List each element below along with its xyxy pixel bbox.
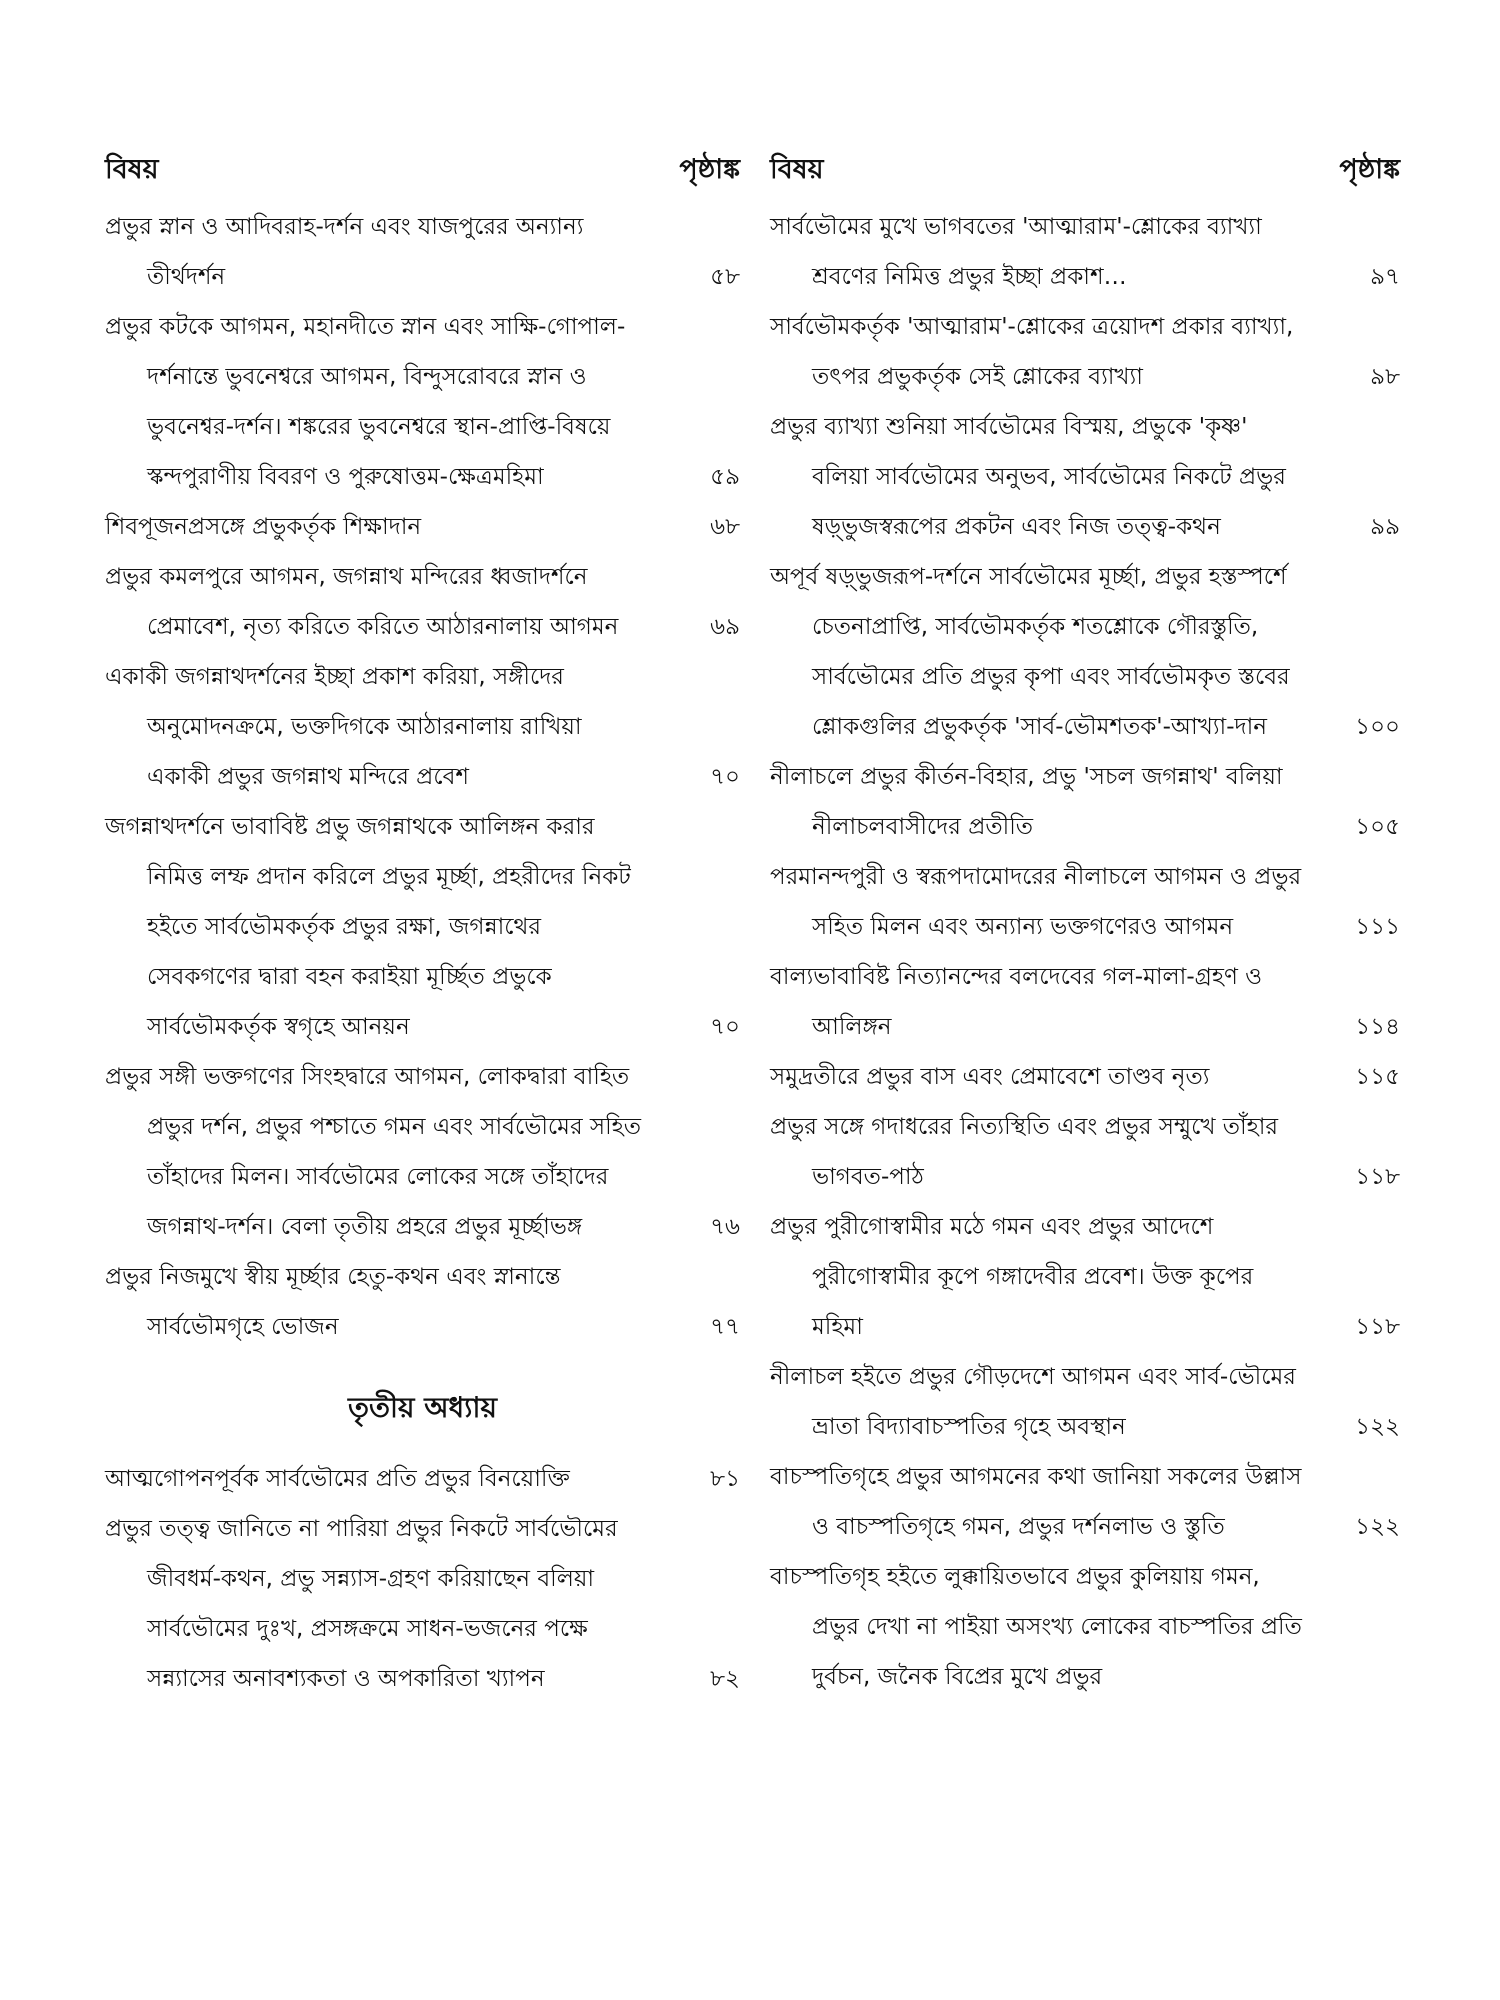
entry-page-number: ৮১	[710, 1466, 740, 1492]
toc-entry	[105, 1052, 740, 1252]
entry-text: বাচস্পতিগৃহে প্রভুর আগমনের কথা জানিয়া সকলের উল্লাস ও বাচস্পতিগৃহে গমন, প্রভুর দর্শনলাভ ও স্তুতি	[770, 1464, 1302, 1540]
toc-entry	[105, 502, 740, 552]
entry-text: আত্মগোপনপূর্বক সার্বভৌমের প্রতি প্রভুর বিনয়োক্তি	[105, 1466, 570, 1492]
entry-page-number: ১০০	[1355, 714, 1400, 740]
toc-entry	[770, 202, 1400, 302]
entry-text: একাকী জগন্নাথদর্শনের ইচ্ছা প্রকাশ করিয়া, সঙ্গীদের অনুমোদনক্রমে, ভক্তদিগকে আঠারনালায় রাখিয়া একাকী প্রভুর জগন্নাথ মন্দিরে প্রবেশ	[105, 664, 582, 790]
toc-list	[770, 202, 1400, 1702]
column-header	[770, 150, 1400, 190]
toc-entry	[770, 852, 1400, 952]
entry-text: শিবপূজনপ্রসঙ্গে প্রভুকর্তৃক শিক্ষাদান	[105, 514, 422, 540]
entry-text: অপূর্ব ষড়্‌ভুজরূপ-দর্শনে সার্বভৌমের মূর্চ্ছা, প্রভুর হস্তস্পর্শে চেতনাপ্রাপ্তি, সার্বভৌমকর্তৃক শতশ্লোকে গৌরস্তুতি, সার্বভৌমের প্রতি প্রভুর কৃপা এবং সার্বভৌমকৃত স্তবের শ্লোকগুলির প্রভুকর্তৃক 'সার্ব-ভৌমশতক'-আখ্যা-দান	[770, 564, 1290, 740]
entry-page-number: ৭০	[710, 1014, 740, 1040]
entry-page-number: ১০৫	[1355, 814, 1400, 840]
toc-entry	[770, 1052, 1400, 1102]
toc-entry	[770, 302, 1400, 402]
entry-text: প্রভুর স্নান ও আদিবরাহ-দর্শন এবং যাজপুরের অন্যান্য তীর্থদর্শন	[105, 214, 584, 290]
chapter-title: তৃতীয় অধ্যায়	[348, 1391, 497, 1424]
subject-heading: বিষয়	[770, 154, 824, 185]
toc-entry	[770, 952, 1400, 1052]
entry-page-number: ৯৭	[1370, 264, 1400, 290]
entry-text: প্রভুর সঙ্গী ভক্তগণের সিংহদ্বারে আগমন, লোকদ্বারা বাহিত প্রভুর দর্শন, প্রভুর পশ্চাতে গমন এবং সার্বভৌমের সহিত তাঁহাদের মিলন। সার্বভৌমের লোকের সঙ্গে তাঁহাদের জগন্নাথ-দর্শন। বেলা তৃতীয় প্রহরে প্রভুর মূর্চ্ছাভঙ্গ	[105, 1064, 642, 1240]
entry-page-number: ৯৮	[1370, 364, 1400, 390]
toc-entry	[770, 1352, 1400, 1452]
entry-text: নীলাচলে প্রভুর কীর্তন-বিহার, প্রভু 'সচল জগন্নাথ' বলিয়া নীলাচলবাসীদের প্রতীতি	[770, 764, 1283, 840]
entry-text: সার্বভৌমকর্তৃক 'আত্মারাম'-শ্লোকের ত্রয়োদশ প্রকার ব্যাখ্যা, তৎপর প্রভুকর্তৃক সেই শ্লোকের ব্যাখ্যা	[770, 314, 1294, 390]
entry-page-number: ১১৮	[1355, 1314, 1400, 1340]
page-number-heading: পৃষ্ঠাঙ্ক	[1339, 154, 1400, 185]
entry-text: সার্বভৌমের মুখে ভাগবতের 'আত্মারাম'-শ্লোকের ব্যাখ্যা শ্রবণের নিমিত্ত প্রভুর ইচ্ছা প্রকাশ…	[770, 214, 1262, 290]
entry-text: পরমানন্দপুরী ও স্বরূপদামোদরের নীলাচলে আগমন ও প্রভুর সহিত মিলন এবং অন্যান্য ভক্তগণেরও আগমন	[770, 864, 1302, 940]
toc-entry	[770, 1102, 1400, 1202]
entry-page-number: ১১৪	[1355, 1014, 1400, 1040]
entry-text: প্রভুর পুরীগোস্বামীর মঠে গমন এবং প্রভুর আদেশে পুরীগোস্বামীর কূপে গঙ্গাদেবীর প্রবেশ। উক্ত কূপের মহিমা	[770, 1214, 1254, 1340]
entry-page-number: ৯৯	[1370, 514, 1400, 540]
entry-text: প্রভুর কটকে আগমন, মহানদীতে স্নান এবং সাক্ষি-গোপাল-দর্শনান্তে ভুবনেশ্বরে আগমন, বিন্দুসরোবরে স্নান ও ভুবনেশ্বর-দর্শন। শঙ্করের ভুবনেশ্বরে স্থান-প্রাপ্তি-বিষয়ে স্কন্দপুরাণীয় বিবরণ ও পুরুষোত্তম-ক্ষেত্রমহিমা	[105, 314, 626, 490]
entry-text: প্রভুর সঙ্গে গদাধরের নিত্যস্থিতি এবং প্রভুর সম্মুখে তাঁহার ভাগবত-পাঠ	[770, 1114, 1279, 1190]
toc-list	[105, 1454, 740, 1704]
toc-list	[105, 202, 740, 1352]
toc-entry	[770, 552, 1400, 752]
entry-text: সমুদ্রতীরে প্রভুর বাস এবং প্রেমাবেশে তাণ্ডব নৃত্য	[770, 1064, 1210, 1090]
toc-entry	[105, 1504, 740, 1704]
entry-text: প্রভুর কমলপুরে আগমন, জগন্নাথ মন্দিরের ধ্বজাদর্শনে প্রেমাবেশ, নৃত্য করিতে করিতে আঠারনালায় আগমন	[105, 564, 619, 640]
subject-heading: বিষয়	[105, 154, 159, 185]
entry-text: জগন্নাথদর্শনে ভাবাবিষ্ট প্রভু জগন্নাথকে আলিঙ্গন করার নিমিত্ত লম্ফ প্রদান করিলে প্রভুর মূর্চ্ছা, প্রহরীদের নিকট হইতে সার্বভৌমকর্তৃক প্রভুর রক্ষা, জগন্নাথের সেবকগণের দ্বারা বহন করাইয়া মূর্চ্ছিত প্রভুকে সার্বভৌমকর্তৃক স্বগৃহে আনয়ন	[105, 814, 631, 1040]
entry-page-number: ৫৯	[710, 464, 740, 490]
toc-entry	[770, 1202, 1400, 1352]
entry-text: বাচস্পতিগৃহ হইতে লুক্কায়িতভাবে প্রভুর কুলিয়ায় গমন, প্রভুর দেখা না পাইয়া অসংখ্য লোকের বাচস্পতির প্রতি দুর্বচন, জনৈক বিপ্রের মুখে প্রভুর	[770, 1564, 1302, 1690]
entry-text: প্রভুর তত্ত্ব জানিতে না পারিয়া প্রভুর নিকটে সার্বভৌমের জীবধর্ম-কথন, প্রভু সন্ন্যাস-গ্রহণ করিয়াছেন বলিয়া সার্বভৌমের দুঃখ, প্রসঙ্গক্রমে সাধন-ভজনের পক্ষে সন্ন্যাসের অনাবশ্যকতা ও অপকারিতা খ্যাপন	[105, 1516, 618, 1692]
toc-entry	[770, 1552, 1400, 1702]
toc-entry	[105, 1454, 740, 1504]
toc-entry	[770, 402, 1400, 552]
page-number-heading: পৃষ্ঠাঙ্ক	[679, 154, 740, 185]
entry-page-number: ৬৮	[710, 514, 740, 540]
entry-page-number: ১১৮	[1355, 1164, 1400, 1190]
entry-page-number: ৭০	[710, 764, 740, 790]
entry-page-number: ৭৬	[710, 1214, 740, 1240]
toc-entry	[105, 202, 740, 302]
entry-text: বাল্যভাবাবিষ্ট নিত্যানন্দের বলদেবের গল-মালা-গ্রহণ ও আলিঙ্গন	[770, 964, 1263, 1040]
toc-entry	[105, 302, 740, 502]
entry-page-number: ১২২	[1355, 1514, 1400, 1540]
column-header	[105, 150, 740, 190]
toc-entry	[105, 552, 740, 652]
entry-page-number: ৬৯	[710, 614, 740, 640]
right-column	[770, 150, 1400, 1702]
entry-page-number: ৫৮	[710, 264, 740, 290]
toc-entry	[770, 752, 1400, 852]
entry-page-number: ১২২	[1355, 1414, 1400, 1440]
entry-text: প্রভুর নিজমুখে স্বীয় মূর্চ্ছার হেতু-কথন এবং স্নানান্তে সার্বভৌমগৃহে ভোজন	[105, 1264, 561, 1340]
entry-page-number: ৭৭	[710, 1314, 740, 1340]
entry-page-number: ৮২	[710, 1666, 740, 1692]
entry-page-number: ১১১	[1355, 914, 1400, 940]
toc-entry	[770, 1452, 1400, 1552]
toc-entry	[105, 802, 740, 1052]
toc-entry	[105, 1252, 740, 1352]
entry-page-number: ১১৫	[1355, 1064, 1400, 1090]
entry-text: প্রভুর ব্যাখ্যা শুনিয়া সার্বভৌমের বিস্ময়, প্রভুকে 'কৃষ্ণ' বলিয়া সার্বভৌমের অনুভব, সার্বভৌমের নিকটে প্রভুর ষড়্‌ভুজস্বরূপের প্রকটন এবং নিজ তত্ত্ব-কথন	[770, 414, 1286, 540]
left-column	[105, 150, 740, 1704]
toc-entry	[105, 652, 740, 802]
entry-text: নীলাচল হইতে প্রভুর গৌড়দেশে আগমন এবং সার্ব-ভৌমের ভ্রাতা বিদ্যাবাচস্পতির গৃহে অবস্থান	[770, 1364, 1296, 1440]
